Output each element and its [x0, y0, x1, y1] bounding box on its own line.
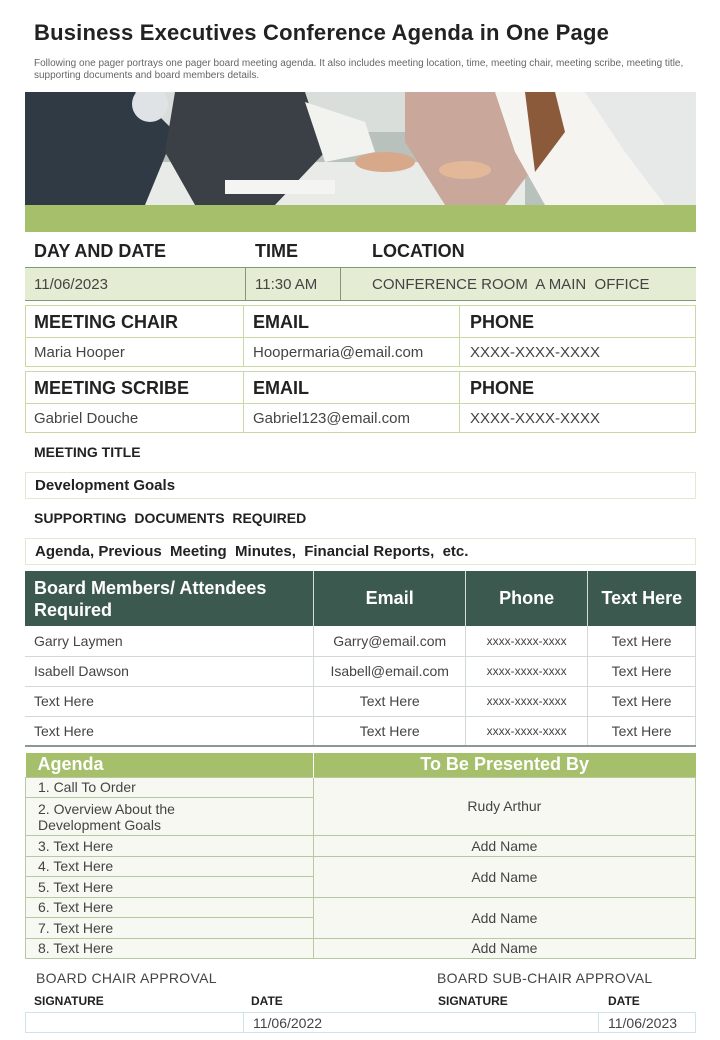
scribe-name: Gabriel Douche [34, 410, 139, 427]
member-name: Garry Laymen [25, 626, 314, 656]
member-phone: xxxx-xxxx-xxxx [466, 656, 588, 686]
agenda-table [25, 753, 696, 959]
scribe-phone-header: PHONE [470, 378, 535, 398]
member-name: Text Here [25, 686, 314, 716]
accent-bar [25, 205, 696, 232]
agenda-item: 8. Text Here [26, 938, 314, 959]
agenda-item: 7. Text Here [26, 918, 314, 939]
documents-value: Agenda, Previous Meeting Minutes, Financial Reports, etc. [25, 538, 696, 565]
presenter-name: Add Name [313, 836, 695, 857]
chair-name: Maria Hooper [34, 344, 125, 361]
page-subtitle: Following one pager portrays one pager board meeting agenda. It also includes meeting location, time, meeting chair, meeting scribe, meeting title, supporting documents and board members details. [34, 58, 684, 81]
list-item [26, 938, 696, 959]
agenda-item: 6. Text Here [26, 897, 314, 918]
member-name: Text Here [25, 716, 314, 746]
chair-phone-header: PHONE [470, 312, 535, 332]
member-email: Isabell@email.com [314, 656, 466, 686]
member-extra: Text Here [588, 716, 696, 746]
chair-header: MEETING CHAIR [34, 312, 178, 332]
time-value: 11:30 AM [255, 276, 318, 293]
location-value: CONFERENCE ROOM A MAIN OFFICE [372, 276, 650, 293]
table-row [25, 716, 696, 746]
member-phone: xxxx-xxxx-xxxx [466, 626, 588, 656]
presenter-name: Add Name [313, 938, 695, 959]
agenda-item: 5. Text Here [26, 877, 314, 898]
list-item [26, 897, 696, 918]
agenda-header: Agenda [26, 753, 314, 777]
subchair-approval-date: 11/06/2023 [608, 1015, 678, 1031]
scribe-phone: XXXX-XXXX-XXXX [470, 410, 601, 427]
agenda-item: 1. Call To Order [26, 777, 314, 798]
date-header: DAY AND DATE [34, 241, 167, 261]
list-item [26, 777, 696, 798]
subchair-date-label: DATE [608, 994, 640, 1008]
scribe-email-header: EMAIL [253, 378, 309, 398]
chair-approval-date: 11/06/2022 [253, 1015, 323, 1031]
member-extra: Text Here [588, 626, 696, 656]
subchair-signature-label: SIGNATURE [438, 994, 508, 1008]
chair-email: Hoopermaria@email.com [253, 344, 424, 361]
chair-date-label: DATE [251, 994, 283, 1008]
time-header: TIME [255, 241, 298, 261]
scribe-email: Gabriel123@email.com [253, 410, 410, 427]
table-row [25, 656, 696, 686]
documents-label: SUPPORTING DOCUMENTS REQUIRED [34, 510, 307, 526]
board-email-header: Email [314, 571, 466, 626]
presenter-header: To Be Presented By [313, 753, 695, 777]
table-row [25, 686, 696, 716]
board-members-header: Board Members/ Attendees Required [25, 571, 314, 626]
agenda-item: 4. Text Here [26, 856, 314, 877]
member-extra: Text Here [588, 686, 696, 716]
presenter-name: Rudy Arthur [313, 777, 695, 836]
presenter-name: Add Name [313, 897, 695, 938]
chair-email-header: EMAIL [253, 312, 309, 332]
member-phone: xxxx-xxxx-xxxx [466, 686, 588, 716]
member-email: Garry@email.com [314, 626, 466, 656]
board-text-header: Text Here [588, 571, 696, 626]
agenda-header-row [26, 753, 696, 777]
meeting-title-value: Development Goals [25, 472, 696, 499]
chair-signature-label: SIGNATURE [34, 994, 104, 1008]
board-header-row [25, 571, 696, 626]
presenter-name: Add Name [313, 856, 695, 897]
agenda-item: 3. Text Here [26, 836, 314, 857]
board-table [25, 571, 696, 747]
list-item [26, 836, 696, 857]
member-phone: xxxx-xxxx-xxxx [466, 716, 588, 746]
chair-approval-label: BOARD CHAIR APPROVAL [36, 970, 217, 986]
agenda-item: 2. Overview About the Development Goals [26, 798, 314, 836]
scribe-header: MEETING SCRIBE [34, 378, 190, 398]
chair-phone: XXXX-XXXX-XXXX [470, 344, 601, 361]
signature-row [25, 1012, 696, 1033]
list-item [26, 856, 696, 877]
meeting-title-label: MEETING TITLE [34, 444, 141, 460]
member-name: Isabell Dawson [25, 656, 314, 686]
subchair-approval-label: BOARD SUB-CHAIR APPROVAL [437, 970, 653, 986]
page-title: Business Executives Conference Agenda in One Page [34, 20, 610, 45]
location-header: LOCATION [372, 241, 465, 261]
table-row [25, 626, 696, 656]
board-phone-header: Phone [466, 571, 588, 626]
date-value: 11/06/2023 [34, 276, 108, 293]
member-email: Text Here [314, 716, 466, 746]
member-extra: Text Here [588, 656, 696, 686]
member-email: Text Here [314, 686, 466, 716]
meeting-photo [25, 92, 696, 205]
